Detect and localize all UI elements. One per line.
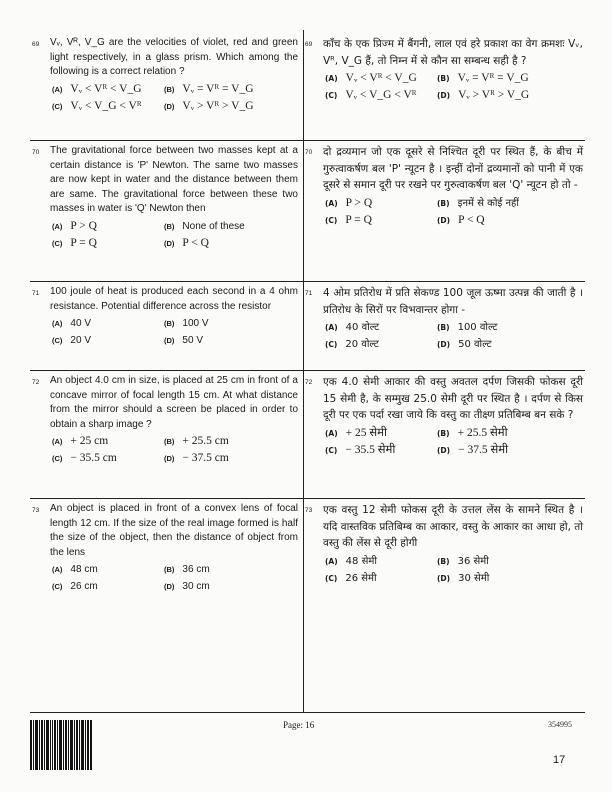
question-text: 4 ओम प्रतिरोध में प्रति सेकण्ड 100 जूल ऊष्मा उत्पन्न की जाती है । प्रतिरोध के सिरों पर विभवान्तर होगा - [323, 287, 583, 316]
sheet-number: 17 [553, 754, 566, 766]
option-c: (C) 20 वोल्ट [325, 339, 379, 350]
page-bottom-rule [30, 712, 585, 713]
option-c: (C) 26 cm [52, 581, 98, 593]
option-b: (B) 100 वोल्ट [437, 322, 498, 333]
option-c: (C) P = Q [325, 213, 372, 226]
question-divider [30, 498, 585, 499]
option-c: (C) − 35.5 cm [52, 452, 117, 465]
option-a: (A) P > Q [52, 219, 97, 232]
question-70-hindi [303, 144, 583, 229]
booklet-code: 354995 [548, 720, 572, 729]
question-number: 71 [305, 290, 313, 297]
option-d: (D) 50 वोल्ट [437, 339, 492, 350]
option-b: (B) None of these [164, 220, 245, 232]
options [303, 319, 583, 353]
option-c: (C) Vᵥ < V_G < Vᴿ [52, 99, 142, 112]
option-a: (A) P > Q [325, 196, 373, 209]
question-text: एक 4.0 सेमी आकार की वस्तु अवतल दर्पण जिसकी फोकस दूरी 15 सेमी है, के सम्मुख 25.0 सेमी दूरी पर स्थित है । दर्पण से किस दूरी पर एक पर्दा रखा जाये कि वस्तु का तीक्ष्ण प्रतिबिम्ब बन सके ? [323, 376, 583, 421]
option-a: (A) + 25 सेमी [325, 426, 388, 439]
question-text: 100 joule of heat is produced each second in a 4 ohm resistance. Potential difference across the resistor [50, 286, 298, 312]
options [303, 553, 583, 587]
option-c: (C) P = Q [52, 236, 97, 249]
option-d: (D) P < Q [437, 213, 485, 226]
option-b: (B) 100 V [164, 318, 209, 330]
options [30, 315, 298, 349]
option-d: (D) Vᵥ > Vᴿ > V_G [437, 89, 530, 101]
question-number: 71 [32, 290, 40, 297]
option-a: (A) 48 सेमी [325, 555, 377, 567]
page-label: Page: 16 [283, 720, 315, 730]
option-a: (A) 48 cm [52, 564, 98, 576]
question-73-hindi [303, 502, 583, 587]
question-text: An object 4.0 cm in size, is placed at 25 cm in front of a concave mirror of focal length 15 cm. At what distance from the mirror should a screen be placed in order to obtain a sharp image ? [50, 375, 298, 430]
options [30, 561, 298, 595]
options [30, 433, 298, 467]
question-text: काँच के एक प्रिज्म में बैंगनी, लाल एवं हरे प्रकाश का वेग क्रमशः Vᵥ, Vᴿ, V_G हैं, तो निम्न में से कौन सा सम्बन्ध सही है ? [323, 38, 583, 67]
options [303, 425, 583, 459]
question-71-hindi [303, 285, 583, 353]
option-a: (A) + 25 cm [52, 435, 109, 448]
question-70-english [30, 144, 298, 252]
question-69-english [30, 36, 298, 115]
question-number: 70 [305, 149, 313, 156]
question-number: 70 [32, 149, 40, 156]
option-b: (B) + 25.5 cm [164, 435, 229, 448]
option-b: (B) इनमें से कोई नहीं [437, 197, 519, 209]
option-d: (D) − 37.5 सेमी [437, 443, 509, 456]
option-d: (D) P < Q [164, 236, 209, 249]
option-d: (D) 30 cm [164, 581, 210, 593]
question-divider [30, 140, 585, 141]
question-71-english [30, 285, 298, 349]
option-a: (A) Vᵥ < Vᴿ < V_G [325, 72, 417, 84]
question-text: दो द्रव्यमान जो एक दूसरे से निश्चित दूरी पर स्थित हैं, के बीच में गुरुत्वाकर्षण बल 'P' न्यूटन है । इन्हीं दोनों द्रव्यमानों को पानी में एक दूसरे से समान दूरी पर रखने पर गुरुत्वाकर्षण बल 'Q' न्यूटन हो तो - [323, 146, 583, 191]
option-b: (B) 36 cm [164, 564, 210, 576]
option-d: (D) − 37.5 cm [164, 452, 229, 465]
question-72-english [30, 374, 298, 467]
question-text: एक वस्तु 12 सेमी फोकस दूरी के उत्तल लेंस के सामने स्थित है । यदि वास्तविक प्रतिबिम्ब का आकार, वस्तु के आकार का आधा हो, तो वस्तु की लेंस से दूरी होगी [323, 504, 583, 549]
options [303, 70, 583, 104]
option-b: (B) 36 सेमी [437, 555, 489, 567]
option-b: (B) + 25.5 सेमी [437, 426, 508, 439]
option-c: (C) 26 सेमी [325, 572, 377, 584]
question-text: An object is placed in front of a convex lens of focal length 12 cm. If the size of the real image formed is half the size of the object, then the distance of object from the lens [50, 503, 298, 558]
question-text: Vᵥ, Vᴿ, V_G are the velocities of violet, red and green light respectively, in a glass prism. Which among the following is a correct relation ? [50, 37, 298, 78]
options [30, 81, 298, 115]
options [303, 195, 583, 229]
question-divider [30, 370, 585, 371]
question-number: 69 [32, 41, 40, 48]
question-divider [30, 281, 585, 282]
option-a: (A) 40 वोल्ट [325, 322, 380, 333]
barcode-icon [30, 720, 92, 770]
options [30, 218, 298, 252]
question-number: 73 [305, 507, 313, 514]
option-d: (D) 30 सेमी [437, 572, 490, 584]
question-number: 72 [305, 379, 313, 386]
question-number: 72 [32, 379, 40, 386]
option-a: (A) Vᵥ < Vᴿ < V_G [52, 82, 142, 95]
option-b: (B) Vᵥ = Vᴿ = V_G [437, 72, 529, 84]
question-text: The gravitational force between two masses kept at a certain distance is 'P' Newton. The same two masses are now kept in water and the distance between them are same. The gravitational force between these two masses in water is 'Q' Newton then [50, 145, 298, 215]
question-number: 73 [32, 507, 40, 514]
option-d: (D) 50 V [164, 335, 203, 347]
question-69-hindi [303, 36, 583, 104]
option-c: (C) 20 V [52, 335, 91, 347]
option-c: (C) Vᵥ < V_G < Vᴿ [325, 89, 417, 101]
question-73-english [30, 502, 298, 595]
option-c: (C) − 35.5 सेमी [325, 443, 396, 456]
question-number: 69 [305, 41, 313, 48]
option-d: (D) Vᵥ > Vᴿ > V_G [164, 99, 254, 112]
option-b: (B) Vᵥ = Vᴿ = V_G [164, 82, 254, 95]
option-a: (A) 40 V [52, 318, 91, 330]
column-divider [303, 30, 304, 712]
question-72-hindi [303, 374, 583, 459]
